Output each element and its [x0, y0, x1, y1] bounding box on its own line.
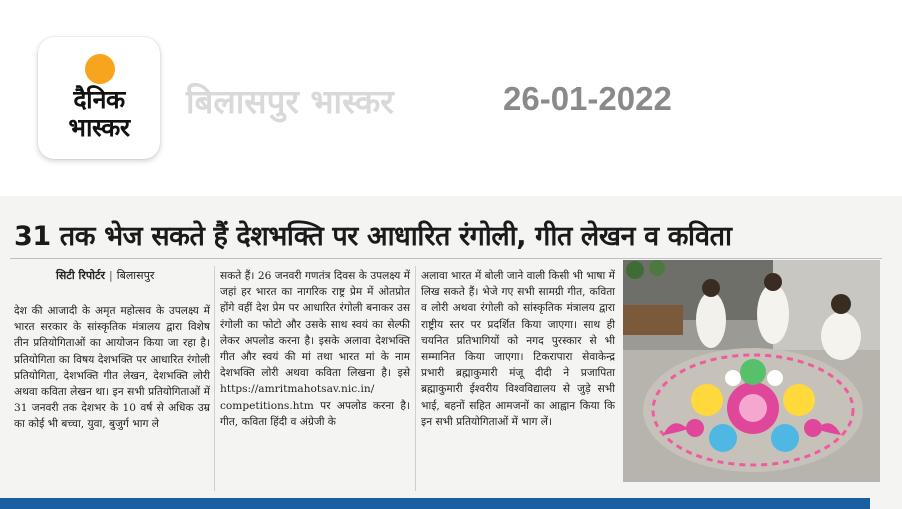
article-column-3: अलावा भारत में बोली जाने वाली किसी भी भाषा में लिख सकते हैं। भेजे गए सभी सामग्री गीत, कविता व लोरी अथवा रंगोली को सांस्कृतिक मंत्रालय द्वारा राष्ट्रीय स्तर पर प्रदर्शित किया जाएगा। साथ ही चयनित प्रतिभागियों को नगद पुरस्कार से भी सम्मानित किया जाएगा। टिकरापारा सेवाकेन्द्र प्रभारी ब्रह्माकुमारी मंजू दीदी ने प्रजापिता ब्रह्माकुमारी ईश्वरीय विश्वविद्यालय से जुड़े सभी भाई, बहनों सहित आमजनों का आह्वान किया कि इन सभी प्रतियोगिताओं में भाग लें।: [421, 270, 615, 428]
masthead: [0, 0, 902, 180]
logo-wordmark-line2: भास्कर: [68, 113, 130, 142]
newspaper-clipping: [0, 196, 902, 509]
byline-reporter: सिटी रिपोर्टर: [56, 269, 105, 282]
column-divider: [214, 266, 215, 491]
article-column-1: देश की आजादी के अमृत महोत्सव के उपलक्ष्य में भारत सरकार के सांस्कृतिक मंत्रालय द्वारा विशेष तीन प्रतियोगिताओं का आयोजन किया जा रहा है। प्रतियोगिता का विषय देशभक्ति पर आधारित रंगोली प्रतियोगिता, देशभक्ति गीत लेखन, देशभक्ति लोरी अथवा कविता लेखन था। इन सभी प्रतियोगिताओं में 31 जनवरी तक देशभर के 10 वर्ष से अधिक उम्र का कोई भी बच्चा, युवा, बुजुर्ग भाग ले: [14, 305, 210, 431]
edition-date: 26-01-2022: [503, 80, 672, 117]
byline-city: बिलासपुर: [116, 269, 155, 282]
byline-separator: |: [109, 269, 113, 282]
article-column-2: सकते हैं। 26 जनवरी गणतंत्र दिवस के उपलक्ष्य में जहां हर भारत का नागरिक राष्ट्र प्रेम में ओतप्रोत होंगे वहीं देश प्रेम पर आधारित रंगोली बनाकर उस रंगोली का फोटो और उसके साथ स्वयं का सेल्फी लेकर अपलोड करना है। इसके अलावा देशभक्ति गीत और स्वयं की मां तथा भारत मां के नाम देशभक्ति लोरी अथवा कविता लिखना है। इसे https://amritmahotsav.nic.in/ competitions.htm पर अपलोड करना है। गीत, कविता हिंदी व अंग्रेजी के: [220, 270, 410, 428]
logo-wordmark-line1: दैनिक: [73, 85, 125, 114]
headline-divider: [10, 258, 882, 259]
bottom-accent-bar: [0, 498, 870, 509]
rangoli-photo-illustration: [623, 260, 880, 482]
article-headline: 31 तक भेज सकते हैं देशभक्ति पर आधारित रंगोली, गीत लेखन व कविता: [14, 221, 732, 252]
sun-icon: [85, 54, 115, 84]
edition-title: बिलासपुर भास्कर: [186, 82, 394, 121]
column-divider: [415, 266, 416, 491]
dainik-bhaskar-logo: [38, 37, 160, 159]
article-byline: [56, 268, 154, 283]
rangoli-photo: [623, 260, 880, 482]
